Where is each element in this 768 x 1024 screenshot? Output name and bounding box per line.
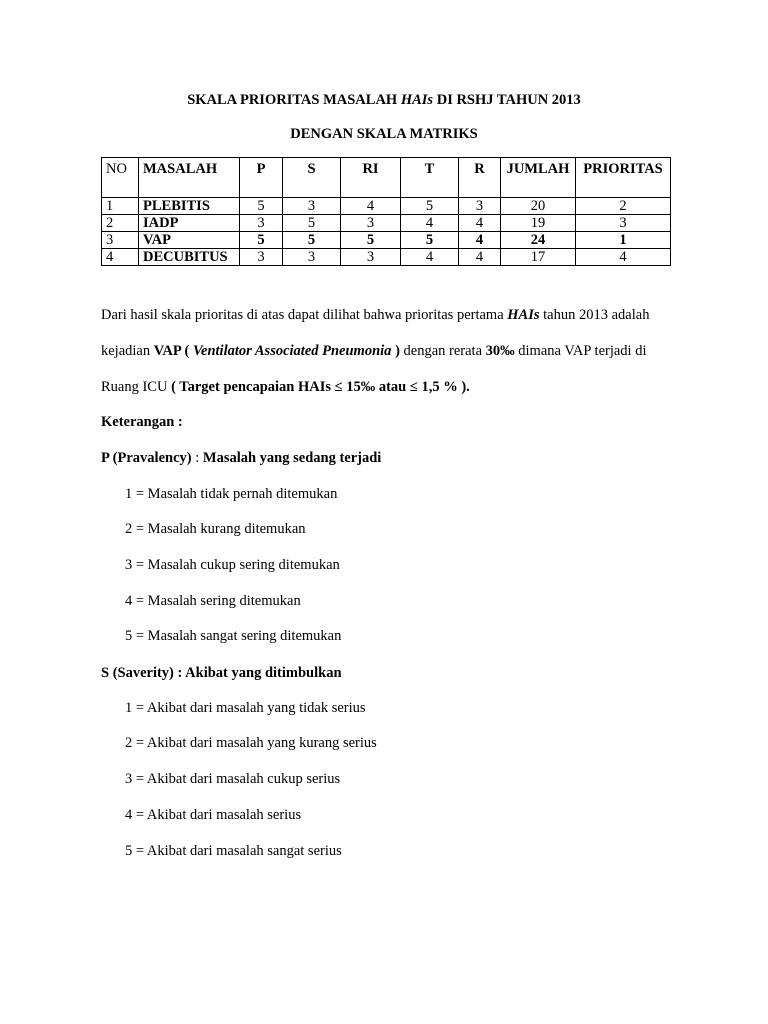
cell-t: 4: [401, 215, 459, 232]
cell-masalah: IADP: [139, 215, 240, 232]
s-item-1: 1 = Akibat dari masalah yang tidak serius: [125, 700, 366, 716]
cell-jumlah: 20: [501, 198, 576, 215]
cell-ri: 4: [341, 198, 401, 215]
summary-text: dengan rerata: [399, 343, 486, 359]
header-s: S: [283, 158, 341, 198]
cell-t: 4: [401, 249, 459, 266]
p-item-1: 1 = Masalah tidak pernah ditemukan: [125, 486, 338, 502]
cell-no: 4: [102, 249, 139, 266]
header-p: P: [240, 158, 283, 198]
header-masalah: MASALAH: [139, 158, 240, 198]
cell-masalah: VAP: [139, 232, 240, 249]
cell-p: 3: [240, 215, 283, 232]
cell-s: 5: [283, 232, 341, 249]
summary-paren: ): [391, 343, 400, 359]
cell-no: 2: [102, 215, 139, 232]
summary-line-3: [101, 379, 470, 396]
cell-p: 5: [240, 198, 283, 215]
title-year: DI RSHJ TAHUN 2013: [436, 92, 581, 108]
cell-s: 3: [283, 249, 341, 266]
header-prioritas: PRIORITAS: [576, 158, 671, 198]
header-jumlah: JUMLAH: [501, 158, 576, 198]
cell-r: 4: [459, 232, 501, 249]
cell-s: 3: [283, 198, 341, 215]
cell-jumlah: 17: [501, 249, 576, 266]
cell-prioritas: 4: [576, 249, 671, 266]
cell-p: 5: [240, 232, 283, 249]
title-text: SKALA PRIORITAS MASALAH: [187, 92, 398, 108]
p-heading-sep: :: [191, 450, 203, 466]
cell-jumlah: 19: [501, 215, 576, 232]
cell-prioritas: 2: [576, 198, 671, 215]
table-row: [102, 198, 671, 215]
keterangan-heading: Keterangan :: [101, 414, 183, 430]
header-t: T: [401, 158, 459, 198]
table-row: [102, 215, 671, 232]
s-item-4: 4 = Akibat dari masalah serius: [125, 807, 302, 823]
s-item-3: 3 = Akibat dari masalah cukup serius: [125, 771, 341, 787]
table-row: [102, 232, 671, 249]
s-item-5: 5 = Akibat dari masalah sangat serius: [125, 843, 342, 859]
summary-text: kejadian: [101, 343, 154, 359]
cell-ri: 3: [341, 249, 401, 266]
p-heading-label: P (Pravalency): [101, 450, 192, 466]
cell-p: 3: [240, 249, 283, 266]
cell-no: 1: [102, 198, 139, 215]
summary-text: Ruang ICU: [101, 379, 172, 395]
summary-text: dimana VAP terjadi di: [514, 343, 647, 359]
cell-ri: 5: [341, 232, 401, 249]
title-hais: HAIs: [400, 92, 434, 108]
summary-vap: VAP (: [153, 343, 190, 359]
header-no: NO: [102, 158, 139, 198]
cell-masalah: DECUBITUS: [139, 249, 240, 266]
cell-r: 4: [459, 249, 501, 266]
s-heading: S (Saverity) : Akibat yang ditimbulkan: [101, 665, 342, 681]
summary-line-2: [101, 343, 647, 360]
header-r: R: [459, 158, 501, 198]
p-item-5: 5 = Masalah sangat sering ditemukan: [125, 628, 342, 644]
summary-line-1: [101, 307, 649, 324]
priority-matrix-table: [101, 157, 671, 266]
summary-target: ( Target pencapaian HAIs ≤ 15‰ atau ≤ 1,5 % ).: [171, 379, 470, 395]
s-item-2: 2 = Akibat dari masalah yang kurang serius: [125, 735, 377, 751]
document-title: [0, 92, 768, 109]
p-item-3: 3 = Masalah cukup sering ditemukan: [125, 557, 340, 573]
summary-rate: 30‰: [485, 343, 515, 359]
cell-ri: 3: [341, 215, 401, 232]
cell-s: 5: [283, 215, 341, 232]
cell-masalah: PLEBITIS: [139, 198, 240, 215]
cell-r: 3: [459, 198, 501, 215]
summary-hais: HAIs: [507, 307, 540, 323]
table-header-row: [102, 158, 671, 198]
cell-no: 3: [102, 232, 139, 249]
p-heading-desc: Masalah yang sedang terjadi: [202, 450, 382, 466]
cell-prioritas: 3: [576, 215, 671, 232]
header-ri: RI: [341, 158, 401, 198]
cell-jumlah: 24: [501, 232, 576, 249]
p-item-4: 4 = Masalah sering ditemukan: [125, 593, 301, 609]
document-subtitle: DENGAN SKALA MATRIKS: [290, 126, 478, 142]
p-item-2: 2 = Masalah kurang ditemukan: [125, 521, 306, 537]
cell-prioritas: 1: [576, 232, 671, 249]
summary-vap-full: Ventilator Associated Pneumonia: [189, 343, 392, 359]
summary-text: tahun 2013 adalah: [539, 307, 650, 323]
summary-text: Dari hasil skala prioritas di atas dapat dilihat bahwa prioritas pertama: [101, 307, 508, 323]
cell-r: 4: [459, 215, 501, 232]
table-row: [102, 249, 671, 266]
cell-t: 5: [401, 198, 459, 215]
cell-t: 5: [401, 232, 459, 249]
p-heading: [101, 450, 381, 467]
